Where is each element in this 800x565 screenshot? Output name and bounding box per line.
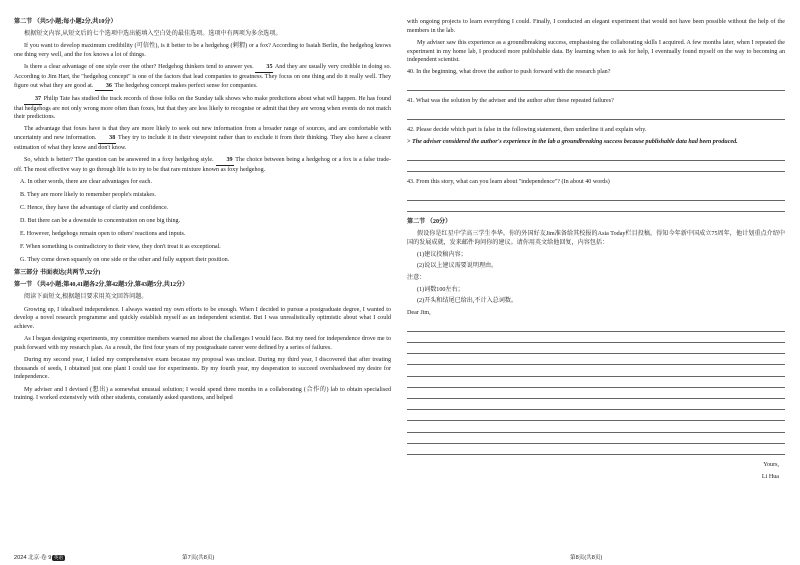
- reading-paragraph-1: Growing up, I idealised independence. I always wanted my own efforts to be enough. When I decided to pursue a postgraduate degree, I wanted to develop a novel research programme and quickly establish myself as an independent scientist. But I was unrealistically optimistic about what I could achieve.: [14, 306, 391, 330]
- writing-instruction: 假设你是红星中学高三学生李华。你的外国好友Jim准备给其校报的Asia Today栏目投稿，得知今年新中国成立75周年，他计划重点介绍中国的发展成就，发来邮件询问你的建议。请你用英文给他回复，内容包括：: [407, 230, 785, 246]
- passage-paragraph-4: The advantage that foxes have is that they are more likely to seek out new information from a broader range of sources, and are comfortable with uncertainty and new information. 38 They try to include it in their viewpoint rather than to exclude it from their thinking. They also have a clearer estimation of what they know and don't know.: [14, 126, 391, 151]
- answer-line[interactable]: [407, 80, 785, 91]
- passage-paragraph-1: If you want to develop maximum credibility (可信性), is it better to be a hedgehog (刺猬) or a fox? According to Isaiah Berlin, the hedgehog knows one thing very well, and the fox knows a lot of things.: [14, 43, 391, 59]
- reading-paragraph-3: During my second year, I failed my comprehensive exam because my proposal was unclear. During my third year, I discovered that after treating thousands of seeds, I obtained just one plant I could use for experiments. By my fourth year, my desperation to succeed overshadowed my desire for independence.: [14, 357, 391, 381]
- question-43: 43. From this story, what can you learn about "independence"? (In about 40 words): [407, 178, 610, 185]
- section2-title: 第二节 （共5小题;每小题2分,共10分）: [14, 19, 117, 25]
- letter-greeting: Dear Jim,: [407, 310, 431, 317]
- reading-paragraph-4-cont: with ongoing projects to learn everything I could. Finally, I conducted an elegant experiment that would not have been possible without the help of the members in the lab.: [407, 19, 785, 34]
- writing-line[interactable]: [407, 343, 785, 354]
- option-g: G. They come down squarely on one side or the other and fully support their position.: [20, 256, 230, 263]
- footer-left-page-number: 第7页(共8页): [182, 555, 215, 561]
- answer-line[interactable]: [407, 189, 785, 200]
- option-b: B. They are more likely to remember people's mistakes.: [20, 191, 157, 198]
- question-40: 40. In the beginning, what drove the author to push forward with the research plan?: [407, 69, 611, 76]
- writing-line[interactable]: [407, 377, 785, 388]
- writing-line[interactable]: [407, 365, 785, 376]
- question-42: 42. Please decide which part is false in the following statement, then underline it and explain why.: [407, 127, 647, 134]
- left-page: [14, 18, 391, 406]
- section2-writing-title: 第二节 （20分）: [407, 218, 452, 225]
- writing-line[interactable]: [407, 321, 785, 332]
- writing-line[interactable]: [407, 433, 785, 444]
- blank-35[interactable]: 35: [255, 63, 273, 73]
- passage-paragraph-5: So, which is better? The question can be answered in a foxy hedgehog style. 39 The choice between being a hedgehog or a fox is a false trade-off. The most effective way to go through life is to try to be that rare mixture known as foxy hedgehog.: [14, 156, 392, 173]
- question-41: 41. What was the solution by the adviser and the author after these repeated failures?: [407, 98, 614, 105]
- reading-paragraph-4: My adviser and I devised (想出) a somewhat unusual solution; I would spend three months in a collaborating (合作的) lab to obtain specialised training. I worked extensively with other students, constantly asked questions, and helped: [14, 386, 391, 402]
- answer-line[interactable]: [407, 161, 785, 172]
- option-a: A. In other words, there are clear advantages for each.: [20, 178, 152, 185]
- writing-line[interactable]: [407, 410, 785, 421]
- footer-right-page-number: 第8页(共8页): [570, 555, 603, 561]
- letter-closing: Yours,: [763, 461, 779, 468]
- writing-item-1: (1)建议投稿内容；: [417, 251, 467, 258]
- part3-title: 第三部分 书面表达(共两节,32分): [14, 269, 101, 276]
- writing-line[interactable]: [407, 421, 785, 432]
- footer-code: 2024 北京·卷 9 英语: [14, 555, 64, 561]
- writing-item-2: (2)说以上建议需要说明理由。: [417, 263, 498, 270]
- option-c: C. Hence, they have the advantage of clarity and confidence.: [20, 204, 169, 211]
- section2-instruction: 根据短文内容,从短文后的七个选项中选出能填入空白处的最佳选项。选项中有两项为多余选项。: [24, 31, 282, 38]
- question-42-statement: > The adviser considered the author's experience in the lab a groundbreaking success because publishable data had been produced.: [407, 138, 738, 145]
- writing-line[interactable]: [407, 332, 785, 343]
- answer-line[interactable]: [407, 149, 785, 160]
- answer-line[interactable]: [407, 109, 785, 120]
- blank-39[interactable]: 39: [216, 156, 234, 166]
- section1-title: 第一节 （共4小题;第40,41题各2分,第42题3分,第43题5分,共12分）: [14, 282, 189, 289]
- writing-line[interactable]: [407, 399, 785, 410]
- option-f: F. When something is contradictory to their view, they don't treat it as exceptional.: [20, 243, 221, 250]
- answer-line[interactable]: [407, 201, 785, 212]
- right-page: [407, 18, 785, 484]
- note-2: (2)开头和结尾已给出,不计入总词数。: [417, 298, 518, 305]
- writing-line[interactable]: [407, 388, 785, 399]
- blank-36[interactable]: 36: [95, 82, 113, 92]
- option-d: D. But there can be a downside to concentration on one big thing.: [20, 217, 181, 224]
- letter-signature: Li Hua: [761, 473, 779, 480]
- option-e: E. However, hedgehogs remain open to others' reactions and inputs.: [20, 230, 186, 237]
- passage-paragraph-3: 37 Philip Tate has studied the track records of those folks on the Sunday talk shows who make predictions about what will happen. He has found that hedgehogs are not only wrong more often than foxes, but that they are less likely to recognise or admit that they are wrong when events do not match their predictions.: [14, 95, 391, 121]
- note-title: 注意：: [407, 275, 426, 282]
- reading-paragraph-2: As I began designing experiments, my committee members warned me about the challenges I would face. But my need for independence drove me to push forward with my research plan. As a result, the first four years of my postgraduate career were defined by a series of failures.: [14, 336, 391, 351]
- passage-paragraph-2: Is there a clear advantage of one style over the other? Hedgehog thinkers tend to answer yes. 35 And they are usually very credible in doing so. According to Jim Hart, the "hedgehog concept" is one of the factors that lead companies to greatness. They focus on one thing and do it really well. They figure out what they are good at. 36 The hedgehog concept makes perfect sense for companies.: [14, 63, 391, 91]
- blank-37[interactable]: 37: [24, 95, 42, 105]
- subject-badge: 英语: [53, 555, 64, 560]
- note-1: (1)词数100左右；: [417, 286, 464, 293]
- writing-line[interactable]: [407, 444, 785, 455]
- blank-38[interactable]: 38: [98, 134, 116, 144]
- writing-line[interactable]: [407, 354, 785, 365]
- section1-instruction: 阅读下面短文,根据题目要求用英文回答问题。: [24, 294, 148, 301]
- reading-paragraph-5: My adviser saw this experience as a groundbreaking success, emphasising the collaborating skills I acquired. A few months later, when I repeated the experiment in my home lab, I produced more publishable data. By learning when to ask for help, I eventually found myself on the way to becoming an independent scientist.: [407, 39, 785, 64]
